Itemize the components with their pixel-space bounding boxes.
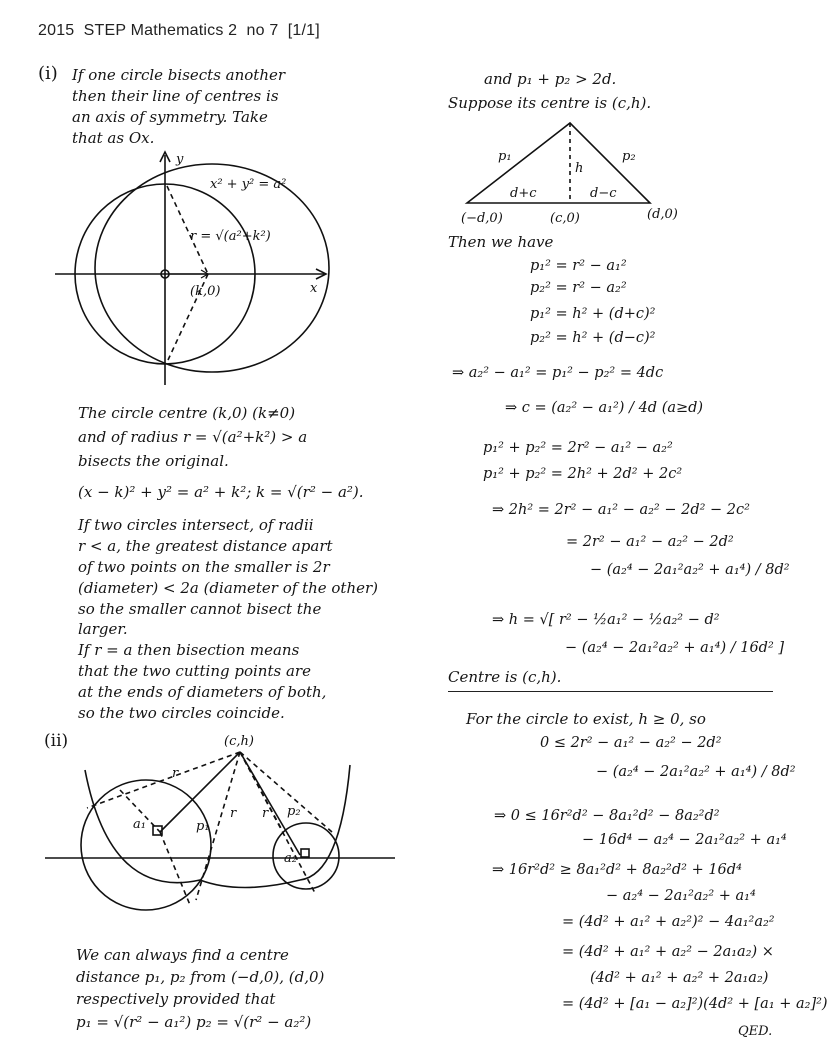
qed-mark: QED. <box>738 1024 773 1039</box>
y-axis-label: y <box>176 152 184 167</box>
tri-p2-label: p₂ <box>622 149 636 164</box>
part-i-body-12: that the two cutting points are <box>78 662 311 680</box>
part-ii-label: (ii) <box>44 731 69 751</box>
apex-label: (c,h) <box>224 734 254 749</box>
right-cond-2: Suppose its centre is (c,h). <box>448 94 652 112</box>
right-cond-1: and p₁ + p₂ > 2d. <box>484 70 617 88</box>
after-line-7: − a₂⁴ − 2a₁²a₂² + a₁⁴ <box>606 888 756 904</box>
r-dashed-1 <box>87 752 240 808</box>
right-line-5: p₂² = h² + (d−c)² <box>530 330 656 346</box>
right-line-10: ⇒ 2h² = 2r² − a₁² − a₂² − 2d² − 2c² <box>492 502 750 518</box>
part-i-body-3: bisects the original. <box>78 452 229 470</box>
p2-label: p₂ <box>287 804 301 819</box>
part-i-intro-3: an axis of symmetry. Take <box>72 108 268 126</box>
tri-p1-label: p₁ <box>498 149 512 164</box>
right-line-7: ⇒ c = (a₂² − a₁²) / 4d (a≥d) <box>505 400 704 416</box>
radius-label: r = √(a²+k²) <box>190 229 271 244</box>
after-line-3: − (a₂⁴ − 2a₁²a₂² + a₁⁴) / 8d² <box>596 764 796 780</box>
part-i-body-9: so the smaller cannot bisect the <box>78 600 322 618</box>
after-line-2: 0 ≤ 2r² − a₁² − a₂² − 2d² <box>540 735 722 751</box>
a2-label: a₂ <box>284 851 297 866</box>
right-right-angle <box>301 849 309 857</box>
part-ii-body-3: respectively provided that <box>76 990 276 1008</box>
x-axis-label: x <box>310 281 318 296</box>
r-label-right: r <box>262 806 269 821</box>
right-line-4: p₁² = h² + (d+c)² <box>530 306 656 322</box>
r-dashed-4 <box>240 752 332 832</box>
part-i-body-7: of two points on the smaller is 2r <box>78 558 330 576</box>
p1-label: p₁ <box>196 819 210 834</box>
part-i-intro-4: that as Ox. <box>72 129 155 147</box>
part-ii-diagram <box>45 752 395 910</box>
part-i-diagram <box>55 152 329 385</box>
part-i-body-10: larger. <box>78 620 128 638</box>
right-line-13: ⇒ h = √[ r² − ½a₁² − ½a₂² − d² <box>492 612 720 628</box>
part-i-body-4: (x − k)² + y² = a² + k²; k = √(r² − a²). <box>78 483 364 501</box>
part-i-body-8: (diameter) < 2a (diameter of the other) <box>78 579 379 597</box>
part-i-body-14: so the two circles coincide. <box>78 704 285 722</box>
after-line-1: For the circle to exist, h ≥ 0, so <box>466 710 706 728</box>
section-divider <box>448 691 773 692</box>
tri-left-point: (−d,0) <box>461 211 503 226</box>
tri-h-label: h <box>575 161 584 176</box>
right-line-6: ⇒ a₂² − a₁² = p₁² − p₂² = 4dc <box>452 365 664 381</box>
r-label-top: r <box>172 766 179 781</box>
tri-right-seg-label: d−c <box>590 186 617 201</box>
a1-dashed-lower <box>160 832 190 905</box>
part-i-intro-1: If one circle bisects another <box>72 66 286 84</box>
after-line-5: − 16d⁴ − a₂⁴ − 2a₁²a₂² + a₁⁴ <box>582 832 787 848</box>
right-line-3: p₂² = r² − a₂² <box>530 280 627 296</box>
right-line-9: p₁² + p₂² = 2h² + 2d² + 2c² <box>483 466 683 482</box>
part-i-body-11: If r = a then bisection means <box>78 641 300 659</box>
a1-label: a₁ <box>133 817 146 832</box>
after-line-10: (4d² + a₁² + a₂² + 2a₁a₂) <box>590 970 769 986</box>
after-line-9: = (4d² + a₁² + a₂² − 2a₁a₂) × <box>562 944 774 960</box>
right-line-8: p₁² + p₂² = 2r² − a₁² − a₂² <box>483 440 673 456</box>
right-line-12: − (a₂⁴ − 2a₁²a₂² + a₁⁴) / 8d² <box>590 562 790 578</box>
right-line-1: Then we have <box>448 233 554 251</box>
part-i-label: (i) <box>38 63 58 84</box>
bisecting-circle <box>95 164 329 372</box>
right-line-2: p₁² = r² − a₁² <box>530 258 627 274</box>
r-label-mid: r <box>230 806 237 821</box>
part-i-body-13: at the ends of diameters of both, <box>78 683 327 701</box>
part-i-body-6: r < a, the greatest distance apart <box>78 537 333 555</box>
tri-left-seg-label: d+c <box>510 186 537 201</box>
tri-right-point: (d,0) <box>647 207 678 222</box>
page-header: 2015 STEP Mathematics 2 no 7 [1/1] <box>38 22 320 39</box>
right-line-11: = 2r² − a₁² − a₂² − 2d² <box>566 534 734 550</box>
right-line-15: Centre is (c,h). <box>448 668 562 686</box>
after-line-11: = (4d² + [a₁ − a₂]²)(4d² + [a₁ + a₂]²) <box>562 996 828 1012</box>
part-i-body-2: and of radius r = √(a²+k²) > a <box>78 428 308 446</box>
part-i-body-1: The circle centre (k,0) (k≠0) <box>78 404 296 422</box>
tri-mid-point: (c,0) <box>550 211 580 226</box>
circle-equation-label: x² + y² = a² <box>210 177 287 192</box>
part-i-body-5: If two circles intersect, of radii <box>78 516 314 534</box>
right-line-14: − (a₂⁴ − 2a₁²a₂² + a₁⁴) / 16d² ] <box>565 640 785 656</box>
after-line-6: ⇒ 16r²d² ≥ 8a₁²d² + 8a₂²d² + 16d⁴ <box>492 862 742 878</box>
part-i-intro-2: then their line of centres is <box>72 87 279 105</box>
part-ii-body-1: We can always find a centre <box>76 946 289 964</box>
part-ii-body-4: p₁ = √(r² − a₁²) p₂ = √(r² − a₂²) <box>76 1013 312 1031</box>
part-ii-body-2: distance p₁, p₂ from (−d,0), (d,0) <box>76 968 325 986</box>
after-line-4: ⇒ 0 ≤ 16r²d² − 8a₁²d² − 8a₂²d² <box>494 808 720 824</box>
after-line-8: = (4d² + a₁² + a₂²)² − 4a₁²a₂² <box>562 914 775 930</box>
point-k-label: (k,0) <box>190 284 221 299</box>
